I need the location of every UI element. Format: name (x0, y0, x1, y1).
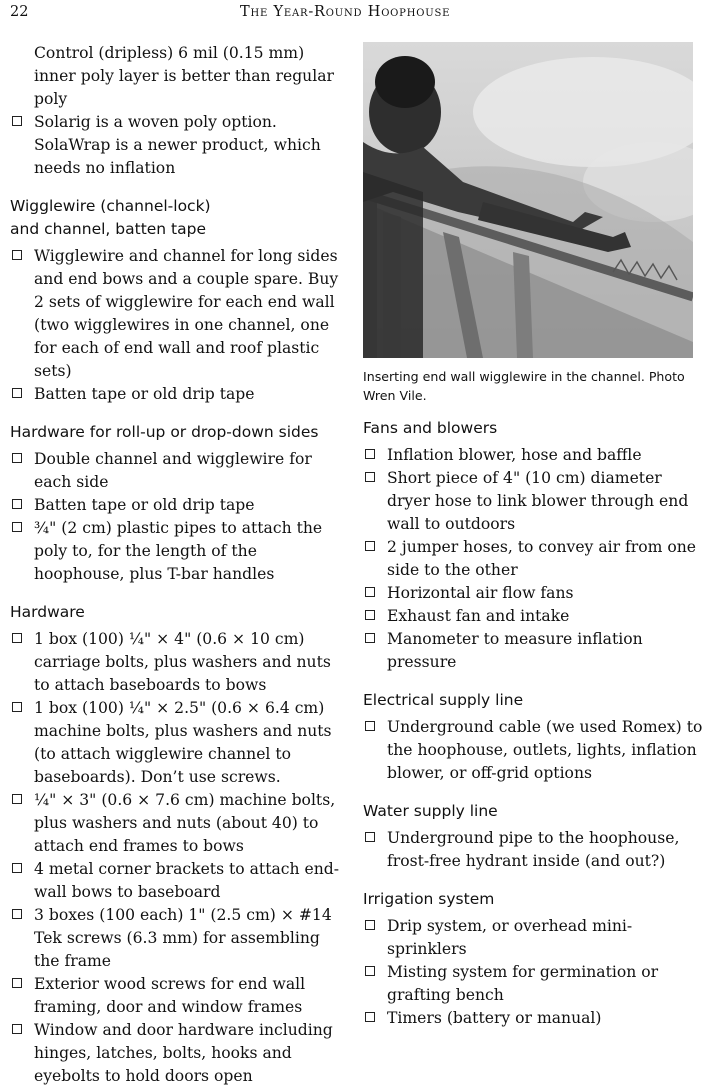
running-head (0, 4, 720, 26)
section-hardware (10, 601, 342, 1088)
list-item-text: Inflation blower, hose and baffle (387, 446, 642, 464)
checkbox-icon (12, 863, 22, 873)
right-column (363, 42, 703, 1030)
list-item-text: Horizontal air flow fans (387, 584, 574, 602)
checkbox-icon (12, 499, 22, 509)
checkbox-icon (365, 541, 375, 551)
list-item-text: Double channel and wigglewire for each side (34, 450, 312, 491)
list-item-text: ¼" × 3" (0.6 × 7.6 cm) machine bolts, plus washers and nuts (about 40) to attach end frames to bows (34, 791, 336, 855)
list-item-text: Exhaust fan and intake (387, 607, 570, 625)
list-item (363, 628, 703, 674)
checkbox-icon (365, 449, 375, 459)
checkbox-icon (365, 633, 375, 643)
page-number: 22 (10, 4, 29, 20)
list-item (363, 716, 703, 785)
checkbox-icon (12, 522, 22, 532)
list-item-text: Solarig is a woven poly option. SolaWrap is a newer product, which needs no inflation (34, 113, 321, 177)
list-item (10, 1019, 342, 1088)
list-item (363, 961, 703, 1007)
section-heading: Water supply line (363, 802, 498, 820)
list-item-text: ¾" (2 cm) plastic pipes to attach the poly to, for the length of the hoophouse, plus T-bar handles (34, 519, 323, 583)
list-item (363, 444, 703, 467)
section-roll-up-sides (10, 421, 342, 586)
checkbox-icon (365, 920, 375, 930)
list-item (363, 827, 703, 873)
checkbox-icon (12, 453, 22, 463)
right-lists (363, 417, 703, 1030)
list-item (10, 858, 342, 904)
list-item-text: Manometer to measure inflation pressure (387, 630, 643, 671)
list-item (363, 1007, 703, 1030)
checkbox-icon (12, 1024, 22, 1034)
list-item (10, 245, 342, 383)
list-item-text: Short piece of 4" (10 cm) diameter dryer hose to link blower through end wall to outdoors (387, 469, 689, 533)
list-item (363, 536, 703, 582)
checkbox-icon (12, 388, 22, 398)
checkbox-icon (365, 587, 375, 597)
checkbox-icon (365, 721, 375, 731)
checkbox-icon (12, 794, 22, 804)
list-item-text: Window and door hardware including hinges, latches, bolts, hooks and eyebolts to hold doors open (34, 1021, 333, 1085)
checkbox-icon (365, 472, 375, 482)
list-item (10, 42, 342, 111)
list-item (10, 628, 342, 697)
section-heading: Fans and blowers (363, 419, 498, 437)
list-item (10, 517, 342, 586)
list-item-text: Timers (battery or manual) (387, 1009, 602, 1027)
checkbox-icon (12, 702, 22, 712)
continued-list (10, 42, 342, 180)
book-title: The Year-Round Hoophouse (240, 4, 451, 20)
list-item (10, 697, 342, 789)
list-item-text: 1 box (100) ¼" × 4" (0.6 × 10 cm) carriage bolts, plus washers and nuts to attach baseboards to bows (34, 630, 331, 694)
checkbox-icon (12, 250, 22, 260)
photo-caption: Inserting end wall wigglewire in the channel. Photo Wren Vile. (363, 369, 685, 403)
list-item (10, 448, 342, 494)
list-item (10, 111, 342, 180)
left-column (10, 42, 342, 1088)
checkbox-icon (365, 966, 375, 976)
list-item (10, 383, 342, 406)
list-item (363, 467, 703, 536)
list-item-text: Batten tape or old drip tape (34, 385, 255, 403)
list-item-text: Misting system for germination or grafting bench (387, 963, 659, 1004)
list-item-text: 2 jumper hoses, to convey air from one side to the other (387, 538, 697, 579)
section-heading: Hardware for roll-up or drop-down sides (10, 423, 319, 441)
photo-wigglewire (363, 42, 693, 358)
checkbox-icon (365, 832, 375, 842)
list-item-text: Batten tape or old drip tape (34, 496, 255, 514)
checkbox-icon (12, 909, 22, 919)
list-item (363, 605, 703, 628)
section-wigglewire (10, 195, 342, 406)
list-item (10, 789, 342, 858)
list-item-text: Drip system, or overhead mini-sprinklers (387, 917, 633, 958)
section-irrigation (363, 888, 703, 1030)
section-heading: Irrigation system (363, 890, 495, 908)
section-water-supply (363, 800, 703, 873)
list-item-text: Underground pipe to the hoophouse, frost-free hydrant inside (and out?) (387, 829, 680, 870)
section-heading: Wigglewire (channel-lock) and channel, batten tape (10, 197, 211, 238)
section-electrical-supply (363, 689, 703, 785)
list-item (363, 915, 703, 961)
checkbox-icon (12, 116, 22, 126)
checkbox-icon (12, 633, 22, 643)
checkbox-icon (365, 1012, 375, 1022)
list-item (10, 973, 342, 1019)
list-item (10, 904, 342, 973)
list-item-text: 1 box (100) ¼" × 2.5" (0.6 × 6.4 cm) machine bolts, plus washers and nuts (to attach wigglewire channel to baseboards). Don’t use screws. (34, 699, 332, 786)
list-item (363, 582, 703, 605)
list-item-text: Exterior wood screws for end wall framing, door and window frames (34, 975, 306, 1016)
list-item (10, 494, 342, 517)
section-heading: Hardware (10, 603, 85, 621)
list-item-text: 3 boxes (100 each) 1" (2.5 cm) × #14 Tek screws (6.3 mm) for assembling the frame (34, 906, 332, 970)
list-item-text: Underground cable (we used Romex) to the hoophouse, outlets, lights, inflation blower, or off-grid options (387, 718, 703, 782)
section-fans-blowers (363, 417, 703, 674)
checkbox-icon (12, 978, 22, 988)
list-item-text: 4 metal corner brackets to attach end-wall bows to baseboard (34, 860, 340, 901)
photo-illustration (363, 42, 693, 358)
list-item-text: Wigglewire and channel for long sides and end bows and a couple spare. Buy 2 sets of wigglewire for each end wall (two wigglewires in one channel, one for each of end wall and roof plastic sets) (34, 247, 339, 380)
list-item-text: Control (dripless) 6 mil (0.15 mm) inner poly layer is better than regular poly (34, 44, 334, 108)
section-heading: Electrical supply line (363, 691, 524, 709)
checkbox-icon (365, 610, 375, 620)
